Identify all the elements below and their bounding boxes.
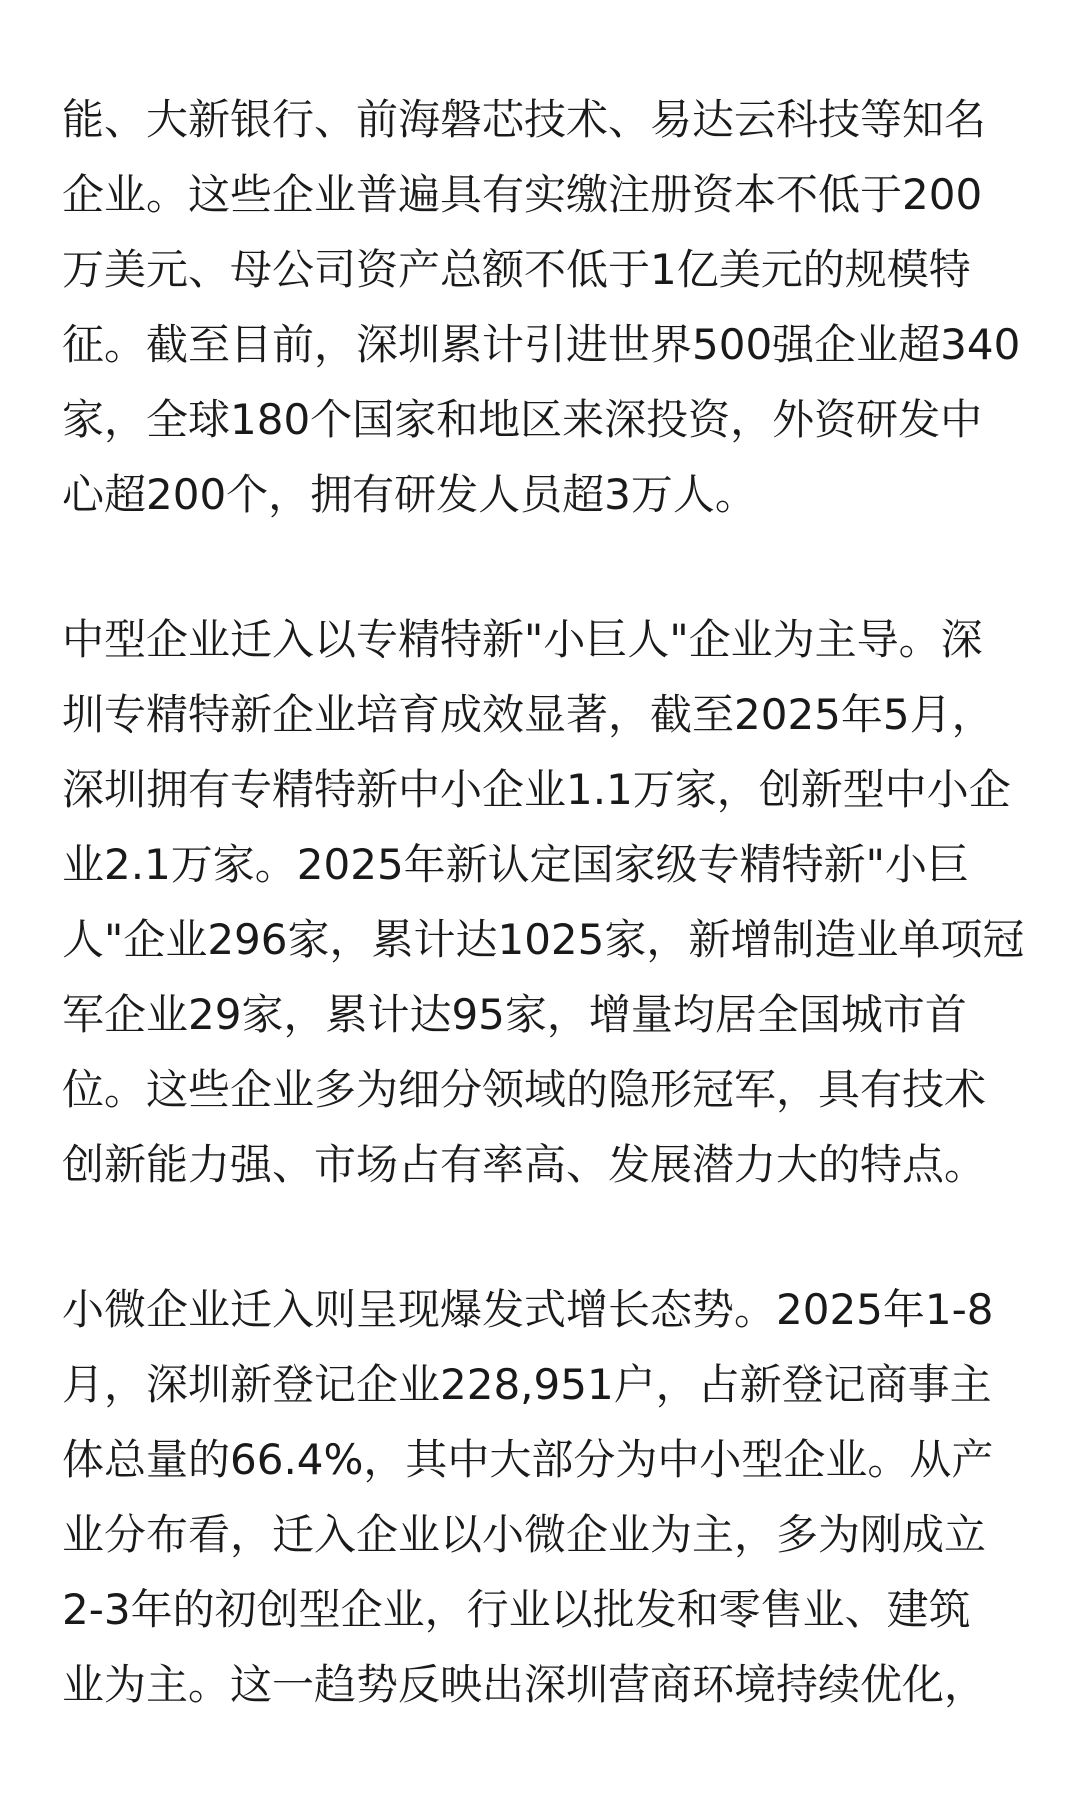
- paragraph-2: [62, 602, 1025, 1202]
- text-line: 月，深圳新登记企业228,951户，占新登记商事主: [62, 1360, 992, 1409]
- text-line: 家，全球180个国家和地区来深投资，外资研发中: [62, 395, 983, 444]
- paragraph-3: [62, 1272, 1022, 1722]
- paragraph-1: [62, 82, 1022, 532]
- text-line: 军企业29家，累计达95家，增量均居全国城市首: [62, 990, 967, 1039]
- paragraph-spacer: [62, 1202, 1022, 1272]
- text-line: 圳专精特新企业培育成效显著，截至2025年5月，: [62, 690, 994, 739]
- text-line: 万美元、母公司资产总额不低于1亿美元的规模特: [62, 245, 971, 294]
- text-line: 2-3年的初创型企业，行业以批发和零售业、建筑: [62, 1585, 971, 1634]
- text-line: 创新能力强、市场占有率高、发展潜力大的特点。: [62, 1140, 987, 1189]
- text-line: 能、大新银行、前海磐芯技术、易达云科技等知名: [62, 95, 987, 144]
- text-line: 人"企业296家，累计达1025家，新增制造业单项冠: [62, 915, 1025, 964]
- text-line: 业2.1万家。2025年新认定国家级专精特新"小巨: [62, 840, 970, 889]
- paragraph-spacer: [62, 532, 1022, 602]
- article-body: [62, 82, 1025, 1722]
- text-line: 深圳拥有专精特新中小企业1.1万家，创新型中小企: [62, 765, 1011, 814]
- text-line: 位。这些企业多为细分领域的隐形冠军，具有技术: [62, 1065, 987, 1114]
- text-line: 企业。这些企业普遍具有实缴注册资本不低于200: [62, 170, 983, 219]
- text-line: 小微企业迁入则呈现爆发式增长态势。2025年1-8: [62, 1285, 994, 1334]
- text-line: 业分布看，迁入企业以小微企业为主，多为刚成立: [62, 1510, 987, 1559]
- text-line: 体总量的66.4%，其中大部分为中小型企业。从产: [62, 1435, 994, 1484]
- text-line: 业为主。这一趋势反映出深圳营商环境持续优化，: [62, 1660, 987, 1709]
- text-line: 征。截至目前，深圳累计引进世界500强企业超340: [62, 320, 1021, 369]
- text-line: 中型企业迁入以专精特新"小巨人"企业为主导。深: [62, 615, 983, 664]
- text-line: 心超200个，拥有研发人员超3万人。: [62, 470, 757, 519]
